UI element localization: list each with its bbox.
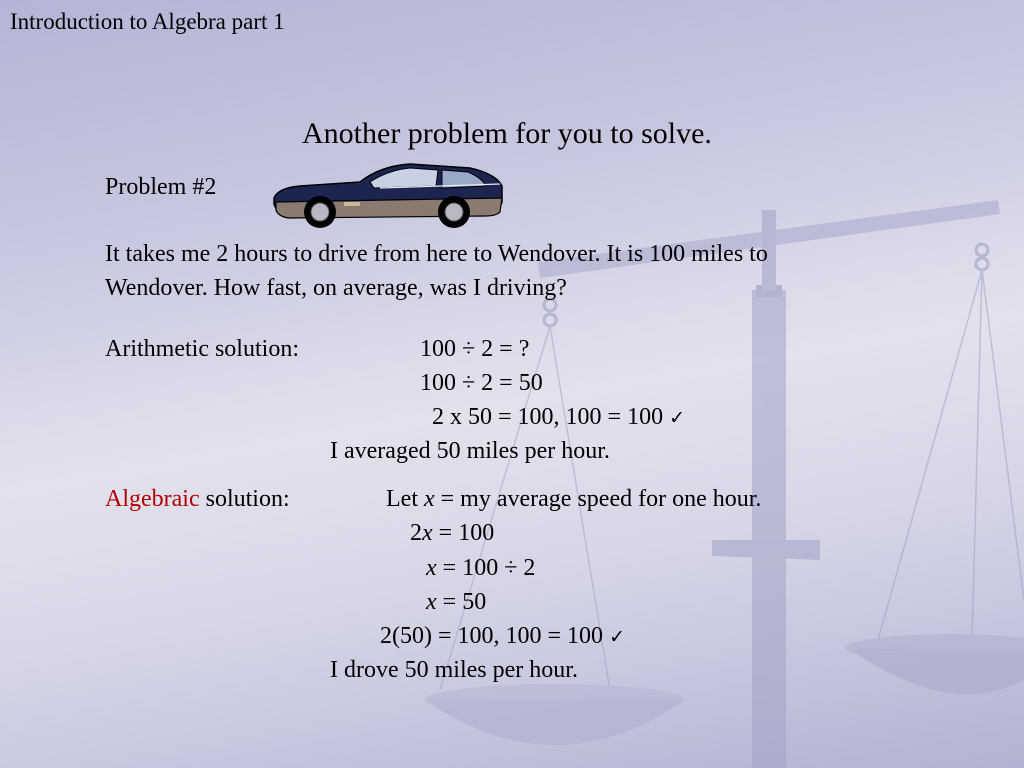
algebraic-step-3: [426, 585, 486, 619]
arithmetic-check-text: 2 x 50 = 100, 100 = 100: [432, 404, 664, 430]
algebraic-step-1: [410, 516, 494, 550]
car-icon: [270, 158, 506, 232]
eq1-rest: = 100: [432, 520, 495, 546]
slide-title: Another problem for you to solve.: [302, 117, 712, 150]
eq2-rest: = 100 ÷ 2: [436, 555, 536, 581]
eq2-variable: x: [426, 555, 437, 581]
algebraic-label: [105, 482, 290, 516]
let-prefix: Let: [386, 486, 424, 512]
checkmark-icon: ✓: [669, 407, 685, 429]
algebraic-step-2: [426, 551, 535, 585]
problem-statement-line-1: It takes me 2 hours to drive from here to Wendover. It is 100 miles to: [105, 241, 768, 267]
let-rest: = my average speed for one hour.: [434, 486, 762, 512]
eq1-coefficient: 2: [410, 520, 422, 546]
checkmark-icon: ✓: [609, 626, 625, 648]
algebraic-check-text: 2(50) = 100, 100 = 100: [380, 623, 604, 649]
eq3-variable: x: [426, 589, 437, 615]
arithmetic-label: Arithmetic solution:: [105, 336, 299, 362]
arithmetic-check: [432, 400, 685, 435]
problem-label: Problem #2: [105, 174, 217, 200]
algebraic-check: [380, 619, 625, 654]
header-title: Introduction to Algebra part 1: [10, 9, 285, 34]
arithmetic-step-2: 100 ÷ 2 = 50: [420, 370, 543, 396]
algebraic-word: Algebraic: [105, 486, 200, 512]
algebraic-conclusion: I drove 50 miles per hour.: [330, 657, 578, 683]
eq3-rest: = 50: [436, 589, 487, 615]
algebraic-label-rest: solution:: [199, 486, 290, 512]
arithmetic-conclusion: I averaged 50 miles per hour.: [330, 438, 610, 464]
arithmetic-step-1: 100 ÷ 2 = ?: [420, 336, 530, 362]
problem-statement-line-2: Wendover. How fast, on average, was I driving?: [105, 275, 567, 301]
let-variable: x: [423, 486, 435, 512]
eq1-variable: x: [422, 520, 433, 546]
algebraic-let: [386, 482, 761, 516]
